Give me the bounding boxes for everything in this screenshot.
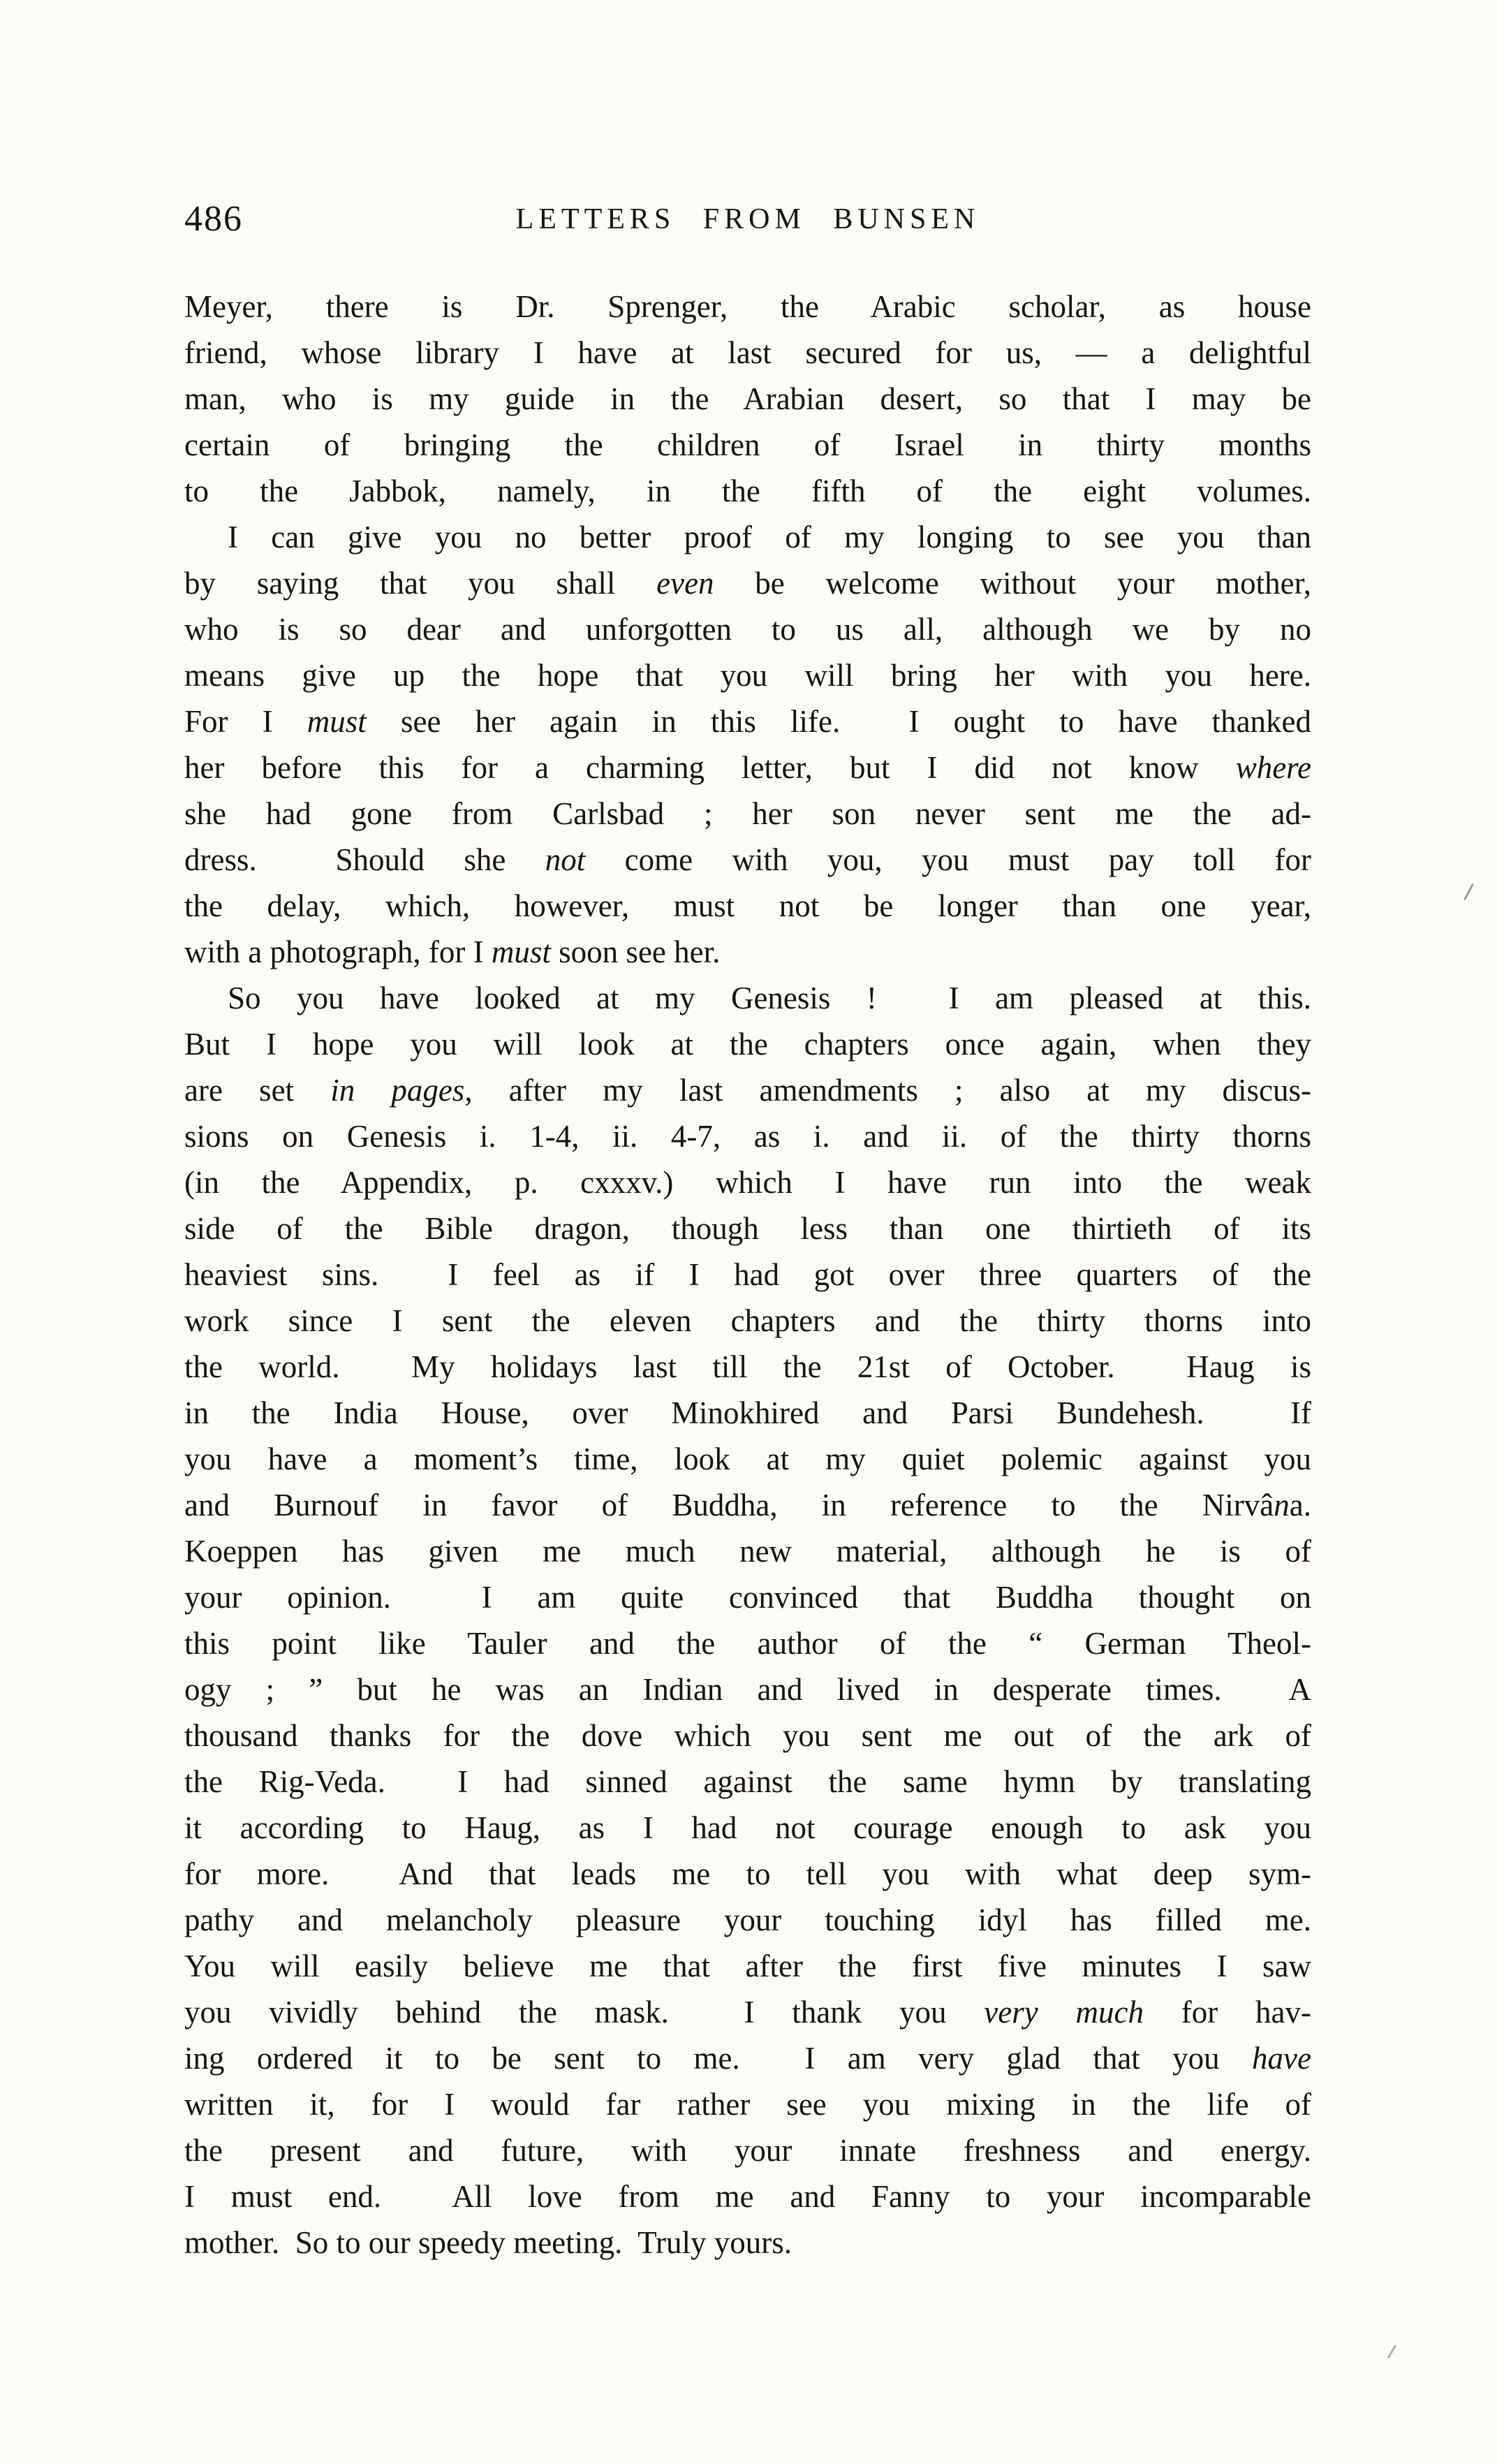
italic-text-segment: not — [545, 842, 586, 877]
text-segment: friend, whose library I have at last secured for us, — a delightful — [184, 335, 1311, 370]
text-segment: by saying that you shall — [184, 566, 657, 601]
text-segment: in the India House, over Minokhired and Parsi Bundehesh. If — [184, 1395, 1311, 1430]
text-segment: You will easily believe me that after the first five minutes I saw — [184, 1949, 1311, 1983]
italic-text-segment: must — [307, 704, 367, 739]
text-segment: for hav- — [1143, 1995, 1311, 2030]
text-segment: written it, for I would far rather see you mixing in the life of — [184, 2087, 1311, 2122]
text-line — [184, 1390, 1311, 1436]
text-segment: and Burnouf in favor of Buddha, in reference to the Nirvâ — [184, 1488, 1274, 1523]
text-line — [184, 284, 1311, 330]
page-header — [184, 198, 1311, 247]
text-segment: with a photograph, for I — [184, 934, 492, 969]
text-segment: I must end. All love from me and Fanny to your incomparable — [184, 2179, 1311, 2214]
text-line — [184, 1897, 1311, 1943]
text-line — [184, 2127, 1311, 2173]
text-line — [184, 1851, 1311, 1897]
text-segment: ogy ; ” but he was an Indian and lived in desperate times. A — [184, 1672, 1311, 1707]
text-line — [184, 1298, 1311, 1344]
text-line — [184, 1021, 1311, 1067]
text-segment: you have a moment’s time, look at my quiet polemic against you — [184, 1442, 1311, 1476]
text-line — [184, 745, 1311, 791]
text-line — [184, 2081, 1311, 2127]
text-segment: for more. And that leads me to tell you with what deep sym- — [184, 1856, 1311, 1891]
text-line — [184, 1574, 1311, 1620]
text-segment: (in the Appendix, p. cxxxv.) which I have run into the weak — [184, 1165, 1311, 1200]
text-line — [184, 606, 1311, 652]
text-line — [184, 1067, 1311, 1113]
text-line — [184, 698, 1311, 745]
text-line — [184, 1205, 1311, 1252]
italic-text-segment: have — [1252, 2041, 1311, 2076]
text-segment: certain of bringing the children of Israel in thirty months — [184, 427, 1311, 462]
text-line — [184, 1159, 1311, 1205]
text-segment: pathy and melancholy pleasure your touching idyl has filled me. — [184, 1902, 1311, 1937]
text-line — [184, 1713, 1311, 1759]
italic-text-segment: must — [491, 934, 551, 969]
text-segment: who is so dear and unforgotten to us all, although we by no — [184, 612, 1311, 647]
text-segment: be welcome without your mother, — [714, 566, 1311, 601]
text-segment: a. — [1289, 1488, 1311, 1523]
text-segment: means give up the hope that you will bring her with you here. — [184, 658, 1311, 693]
text-line — [184, 1528, 1311, 1574]
text-line — [184, 560, 1311, 606]
text-line — [184, 652, 1311, 698]
text-segment: your opinion. I am quite convinced that Buddha thought on — [184, 1580, 1311, 1615]
text-segment: soon see her. — [550, 934, 721, 969]
text-segment: to the Jabbok, namely, in the fifth of the eight volumes. — [184, 474, 1311, 508]
text-segment: mother. So to our speedy meeting. Truly yours. — [184, 2225, 792, 2260]
italic-text-segment: even — [656, 566, 714, 601]
text-segment: the world. My holidays last till the 21st of October. Haug is — [184, 1349, 1311, 1384]
italic-text-segment: n — [1274, 1488, 1290, 1523]
text-line — [184, 330, 1311, 376]
text-line — [184, 1436, 1311, 1482]
text-line — [184, 1805, 1311, 1851]
text-segment: So you have looked at my Genesis ! I am pleased at this. — [228, 981, 1311, 1015]
text-line — [184, 2035, 1311, 2081]
text-segment: But I hope you will look at the chapters once again, when they — [184, 1027, 1311, 1062]
text-line — [184, 929, 1311, 975]
text-line — [184, 2220, 1311, 2266]
text-segment: side of the Bible dragon, though less than one thirtieth of its — [184, 1211, 1311, 1246]
text-segment: Meyer, there is Dr. Sprenger, the Arabic scholar, as house — [184, 289, 1311, 324]
text-segment: she had gone from Carlsbad ; her son never sent me the ad- — [184, 796, 1311, 831]
text-segment: For I — [184, 704, 307, 739]
text-line — [184, 1252, 1311, 1298]
text-segment: dress. Should she — [184, 842, 545, 877]
running-head: LETTERS FROM BUNSEN — [515, 203, 980, 235]
text-segment: come with you, you must pay toll for — [585, 842, 1311, 877]
text-line — [184, 422, 1311, 468]
text-segment: sions on Genesis i. 1-4, ii. 4-7, as i. and ii. of the thirty thorns — [184, 1119, 1311, 1154]
text-segment: thousand thanks for the dove which you sent me out of the ark of — [184, 1718, 1311, 1753]
text-segment: I can give you no better proof of my longing to see you than — [228, 520, 1311, 555]
text-line — [184, 1989, 1311, 2035]
text-line — [184, 468, 1311, 514]
text-line — [184, 1344, 1311, 1390]
text-segment: the Rig-Veda. I had sinned against the same hymn by translating — [184, 1764, 1311, 1799]
text-line — [184, 1113, 1311, 1159]
text-line — [184, 514, 1311, 560]
text-segment: man, who is my guide in the Arabian desert, so that I may be — [184, 381, 1311, 416]
text-line — [184, 1482, 1311, 1528]
text-segment: work since I sent the eleven chapters and the thirty thorns into — [184, 1303, 1311, 1338]
italic-text-segment: very much — [984, 1995, 1144, 2030]
text-segment: , after my last amendments ; also at my discus- — [464, 1073, 1311, 1108]
text-line — [184, 1620, 1311, 1666]
text-line — [184, 1759, 1311, 1805]
text-segment: her before this for a charming letter, but I did not know — [184, 750, 1236, 785]
text-segment: heaviest sins. I feel as if I had got over three quarters of the — [184, 1257, 1311, 1292]
text-segment: Koeppen has given me much new material, although he is of — [184, 1534, 1311, 1569]
text-line — [184, 376, 1311, 422]
text-line — [184, 1943, 1311, 1989]
page-number: 486 — [184, 199, 243, 239]
text-line — [184, 837, 1311, 883]
italic-text-segment: where — [1235, 750, 1311, 785]
text-line — [184, 975, 1311, 1021]
italic-text-segment: in pages — [330, 1073, 465, 1108]
text-segment: ing ordered it to be sent to me. I am very glad that you — [184, 2041, 1253, 2076]
text-segment: see her again in this life. I ought to have thanked — [366, 704, 1311, 739]
text-segment: are set — [184, 1073, 331, 1108]
text-segment: it according to Haug, as I had not courage enough to ask you — [184, 1810, 1311, 1845]
scan-artifact — [1387, 2345, 1397, 2359]
text-segment: this point like Tauler and the author of the “ German Theol- — [184, 1626, 1311, 1661]
text-segment: you vividly behind the mask. I thank you — [184, 1995, 985, 2030]
text-segment: the delay, which, however, must not be longer than one year, — [184, 888, 1311, 923]
letter-text-block — [184, 284, 1311, 2266]
text-line — [184, 791, 1311, 837]
text-line — [184, 883, 1311, 929]
text-line — [184, 1666, 1311, 1713]
text-segment: the present and future, with your innate freshness and energy. — [184, 2133, 1311, 2168]
scan-artifact — [1463, 883, 1474, 900]
text-line — [184, 2173, 1311, 2220]
